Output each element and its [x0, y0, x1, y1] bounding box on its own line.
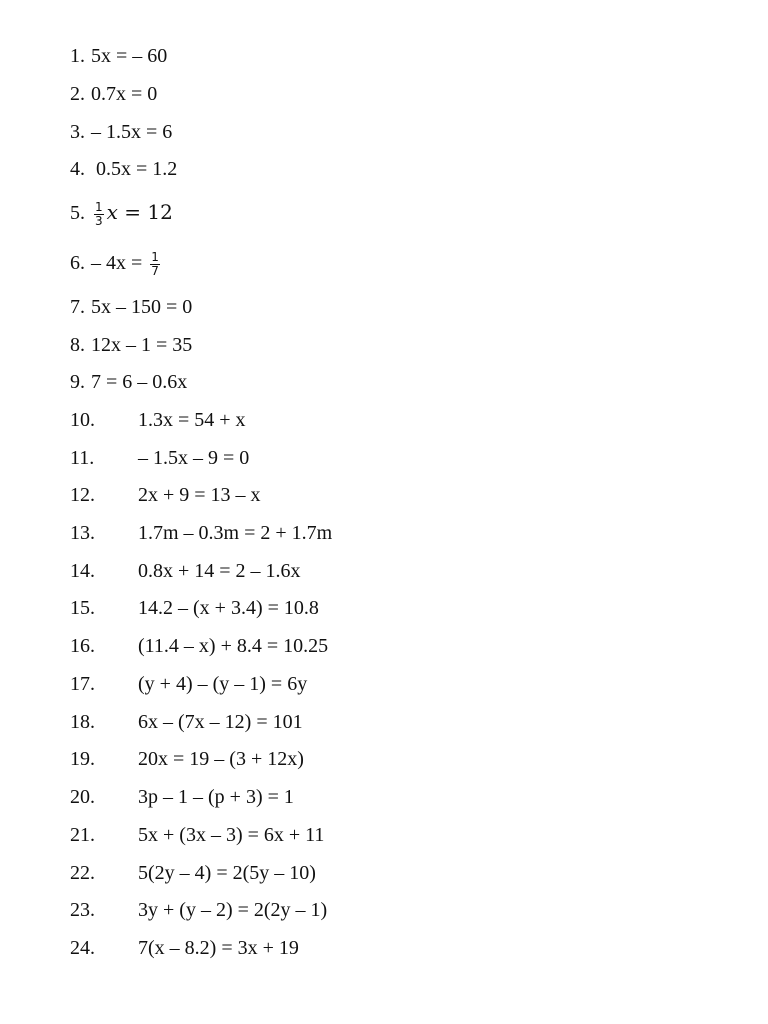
equation-number: 6. [70, 252, 85, 274]
equation-text: 0.5x = 1.2 [91, 158, 178, 180]
equation-item-13 [70, 521, 332, 545]
equation-item-24 [70, 936, 299, 960]
equation-number: 22. [70, 862, 95, 884]
equation-lhs: – 4x = [91, 252, 148, 274]
equation-number: 15. [70, 597, 95, 619]
equation-text: (y + 4) – (y – 1) = 6y [138, 673, 308, 695]
equation-item-2 [70, 82, 157, 106]
equation-text: 1.7m – 0.3m = 2 + 1.7m [138, 522, 333, 544]
equation-number: 12. [70, 484, 95, 506]
variable-x: x [106, 200, 118, 224]
equation-number: 23. [70, 899, 95, 921]
fraction-numerator: 1 [151, 249, 159, 264]
equation-number: 2. [70, 83, 85, 105]
equation-item-4 [70, 157, 177, 181]
equation-text: 5x – 150 = 0 [91, 296, 193, 318]
equation-text: 0.7x = 0 [91, 83, 158, 105]
equation-number: 17. [70, 673, 95, 695]
equation-text: – 1.5x – 9 = 0 [138, 447, 250, 469]
equation-number: 11. [70, 447, 95, 469]
equation-item-11 [70, 446, 249, 470]
equation-number: 14. [70, 560, 95, 582]
equation-number: 3. [70, 121, 85, 143]
equation-item-12 [70, 483, 261, 507]
equation-text: 12x – 1 = 35 [91, 334, 193, 356]
equation-text: 3p – 1 – (p + 3) = 1 [138, 786, 294, 808]
fraction-one-third [94, 201, 104, 228]
equation-number: 8. [70, 334, 85, 356]
equation-text: 1.3x = 54 + x [138, 409, 246, 431]
equation-text: 3y + (y – 2) = 2(2y – 1) [138, 899, 328, 921]
equation-item-20 [70, 785, 294, 809]
equation-item-7 [70, 295, 192, 319]
equation-number: 16. [70, 635, 95, 657]
equation-item-8 [70, 333, 192, 357]
equation-text: 5x + (3x – 3) = 6x + 11 [138, 824, 325, 846]
equation-item-19 [70, 747, 304, 771]
equation-item-5 [70, 196, 173, 228]
equation-number: 4. [70, 158, 85, 180]
equation-text: 0.8x + 14 = 2 – 1.6x [138, 560, 301, 582]
equation-item-3 [70, 120, 172, 144]
equation-text: 14.2 – (x + 3.4) = 10.8 [138, 597, 319, 619]
equation-number: 7. [70, 296, 85, 318]
fraction-denominator: 3 [95, 213, 103, 228]
equation-text: 20x = 19 – (3 + 12x) [138, 748, 304, 770]
equation-item-9 [70, 370, 187, 394]
equation-text: 5x = – 60 [91, 45, 168, 67]
equation-text: – 1.5x = 6 [91, 121, 173, 143]
equation-item-22 [70, 861, 316, 885]
equation-item-23 [70, 898, 327, 922]
equation-item-17 [70, 672, 307, 696]
equation-text: 2x + 9 = 13 – x [138, 484, 261, 506]
fraction-one-seventh [150, 251, 160, 278]
equation-item-14 [70, 559, 301, 583]
equation-text: 5(2y – 4) = 2(5y – 10) [138, 862, 316, 884]
equation-number: 13. [70, 522, 95, 544]
equation-item-10 [70, 408, 246, 432]
equation-text: (11.4 – x) + 8.4 = 10.25 [138, 635, 329, 657]
equation-item-16 [70, 634, 328, 658]
equation-item-15 [70, 596, 319, 620]
equation-rhs: = 12 [117, 200, 173, 224]
equation-number: 10. [70, 409, 95, 431]
equation-item-6 [70, 247, 163, 279]
equation-text: 7 = 6 – 0.6x [91, 371, 188, 393]
equation-number: 19. [70, 748, 95, 770]
equation-number: 20. [70, 786, 95, 808]
equation-number: 9. [70, 371, 85, 393]
equation-number: 5. [70, 202, 85, 224]
equation-item-18 [70, 710, 303, 734]
equation-number: 18. [70, 711, 95, 733]
equation-number: 1. [70, 45, 85, 67]
equation-number: 24. [70, 937, 95, 959]
fraction-denominator: 7 [151, 263, 159, 278]
equation-text: 6x – (7x – 12) = 101 [138, 711, 303, 733]
equation-item-21 [70, 823, 324, 847]
equation-number: 21. [70, 824, 95, 846]
equation-text: 7(x – 8.2) = 3x + 19 [138, 937, 299, 959]
fraction-numerator: 1 [95, 199, 103, 214]
equation-item-1 [70, 44, 167, 68]
equation-math [107, 200, 173, 224]
